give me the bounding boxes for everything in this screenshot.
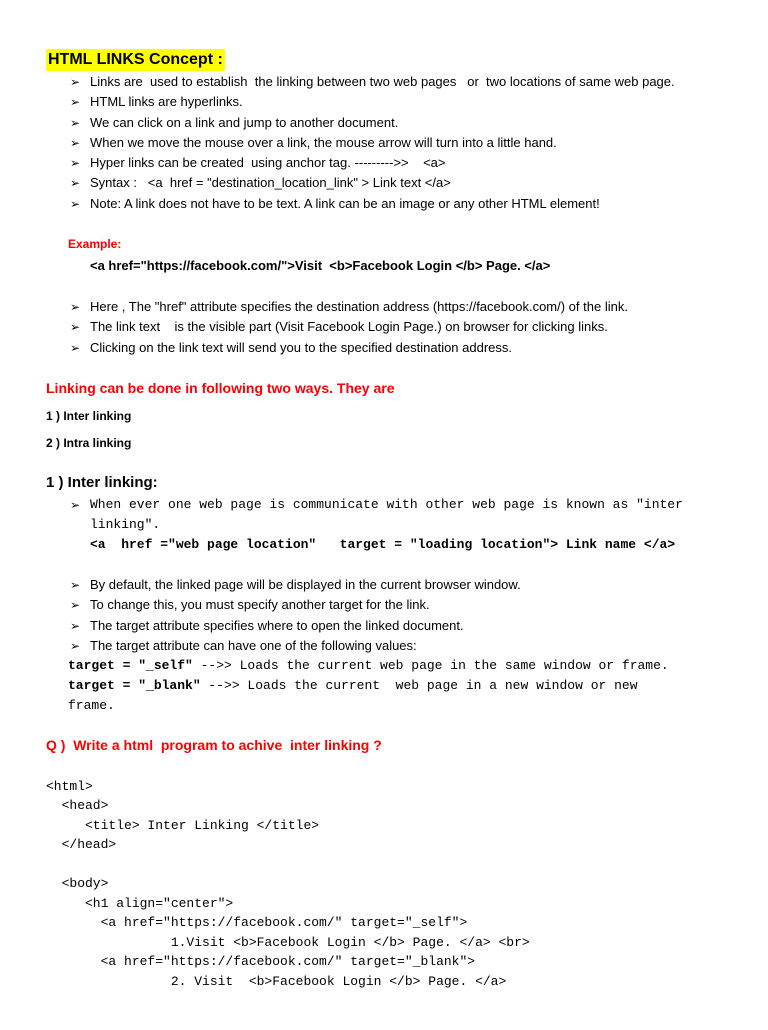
list-item: ➢ Clicking on the link text will send you to the specified destination address. [70, 338, 628, 358]
arrow-bullet-icon: ➢ [70, 598, 81, 613]
arrow-bullet-icon: ➢ [70, 300, 81, 314]
code-line [46, 855, 530, 875]
arrow-bullet-icon: ➢ [70, 578, 81, 592]
arrow-bullet-icon: ➢ [70, 320, 81, 335]
code-line: 2. Visit <b>Facebook Login </b> Page. </a> [46, 973, 507, 989]
code-line: </head> [46, 837, 117, 852]
arrow-bullet-icon: ➢ [70, 135, 81, 150]
code-line: <body> [46, 876, 109, 891]
page-title: HTML LINKS Concept : [46, 49, 225, 71]
arrow-bullet-icon: ➢ [70, 75, 81, 89]
code-line: <a href="https://facebook.com/" target="_blank"> [46, 954, 476, 969]
arrow-bullet-icon: ➢ [70, 156, 81, 171]
list-item: ➢ By default, the linked page will be displayed in the current browser window. [70, 575, 521, 595]
question-heading: Q ) Write a html program to achive inter linking ? [46, 737, 382, 753]
target-self-line: target = "_self" -->> Loads the current web page in the same window or frame. [68, 658, 669, 673]
arrow-bullet-icon: ➢ [70, 95, 81, 110]
arrow-bullet-icon: ➢ [70, 618, 81, 633]
arrow-bullet-icon: ➢ [70, 196, 81, 211]
inter-syntax-code: <a href ="web page location" target = "loading location"> Link name </a> [90, 537, 676, 552]
list-item: ➢ Hyper links can be created using anchor tag. --------->> <a> [70, 153, 675, 173]
code-line: <h1 align="center"> [46, 895, 234, 911]
target-blank-line-cont: frame. [68, 698, 115, 713]
inter-definition: ➢ When ever one web page is communicate with other web page is known as "inter linking". <a href ="web page location" target = "loading location"> Link name </a> [70, 495, 683, 555]
list-item: ➢ Note: A link does not have to be text. A link can be an image or any other HTML element! [70, 194, 675, 214]
target-blank-line: target = "_blank" -->> Loads the current web page in a new window or new [68, 678, 638, 693]
explain-bullet-list [70, 297, 628, 358]
code-line: <title> Inter Linking </title> [46, 817, 320, 833]
way-intra-label: 2 ) Intra linking [46, 436, 132, 450]
list-item: ➢ To change this, you must specify another target for the link. [70, 595, 521, 615]
ways-heading: Linking can be done in following two ways. They are [46, 380, 395, 396]
intro-bullet-list [70, 72, 675, 214]
code-line: 1.Visit <b>Facebook Login </b> Page. </a> <br> [46, 934, 530, 950]
inter-linking-heading: 1 ) Inter linking: [46, 474, 158, 491]
arrow-bullet-icon: ➢ [70, 115, 81, 130]
arrow-bullet-icon: ➢ [70, 498, 81, 512]
arrow-bullet-icon: ➢ [70, 638, 81, 653]
list-item: ➢ The link text is the visible part (Visit Facebook Login Page.) on browser for clicking links. [70, 317, 628, 337]
arrow-bullet-icon: ➢ [70, 340, 81, 355]
arrow-bullet-icon: ➢ [70, 176, 81, 191]
code-line: <head> [46, 798, 109, 813]
list-item: ➢ The target attribute specifies where to open the linked document. [70, 616, 521, 636]
list-item: ➢ When we move the mouse over a link, the mouse arrow will turn into a little hand. [70, 133, 675, 153]
list-item: ➢ We can click on a link and jump to another document. [70, 113, 675, 133]
list-item: ➢ HTML links are hyperlinks. [70, 92, 675, 112]
way-inter-label: 1 ) Inter linking [46, 409, 132, 423]
list-item: ➢ Syntax : <a href = "destination_location_link" > Link text </a> [70, 173, 675, 193]
code-block [46, 757, 530, 1030]
list-item: ➢ The target attribute can have one of the following values: [70, 636, 521, 656]
list-item: ➢ Here , The "href" attribute specifies the destination address (https://facebook.com/) of the link. [70, 297, 628, 317]
target-bullet-list [70, 575, 521, 656]
example-label: Example: [68, 237, 122, 251]
code-line: <a href="https://facebook.com/" target="_self"> [46, 915, 468, 930]
example-code: <a href="https://facebook.com/">Visit <b>Facebook Login </b> Page. </a> [90, 258, 551, 273]
code-line: <html> [46, 778, 93, 794]
list-item: ➢ Links are used to establish the linking between two web pages or two locations of same web page. [70, 72, 675, 92]
